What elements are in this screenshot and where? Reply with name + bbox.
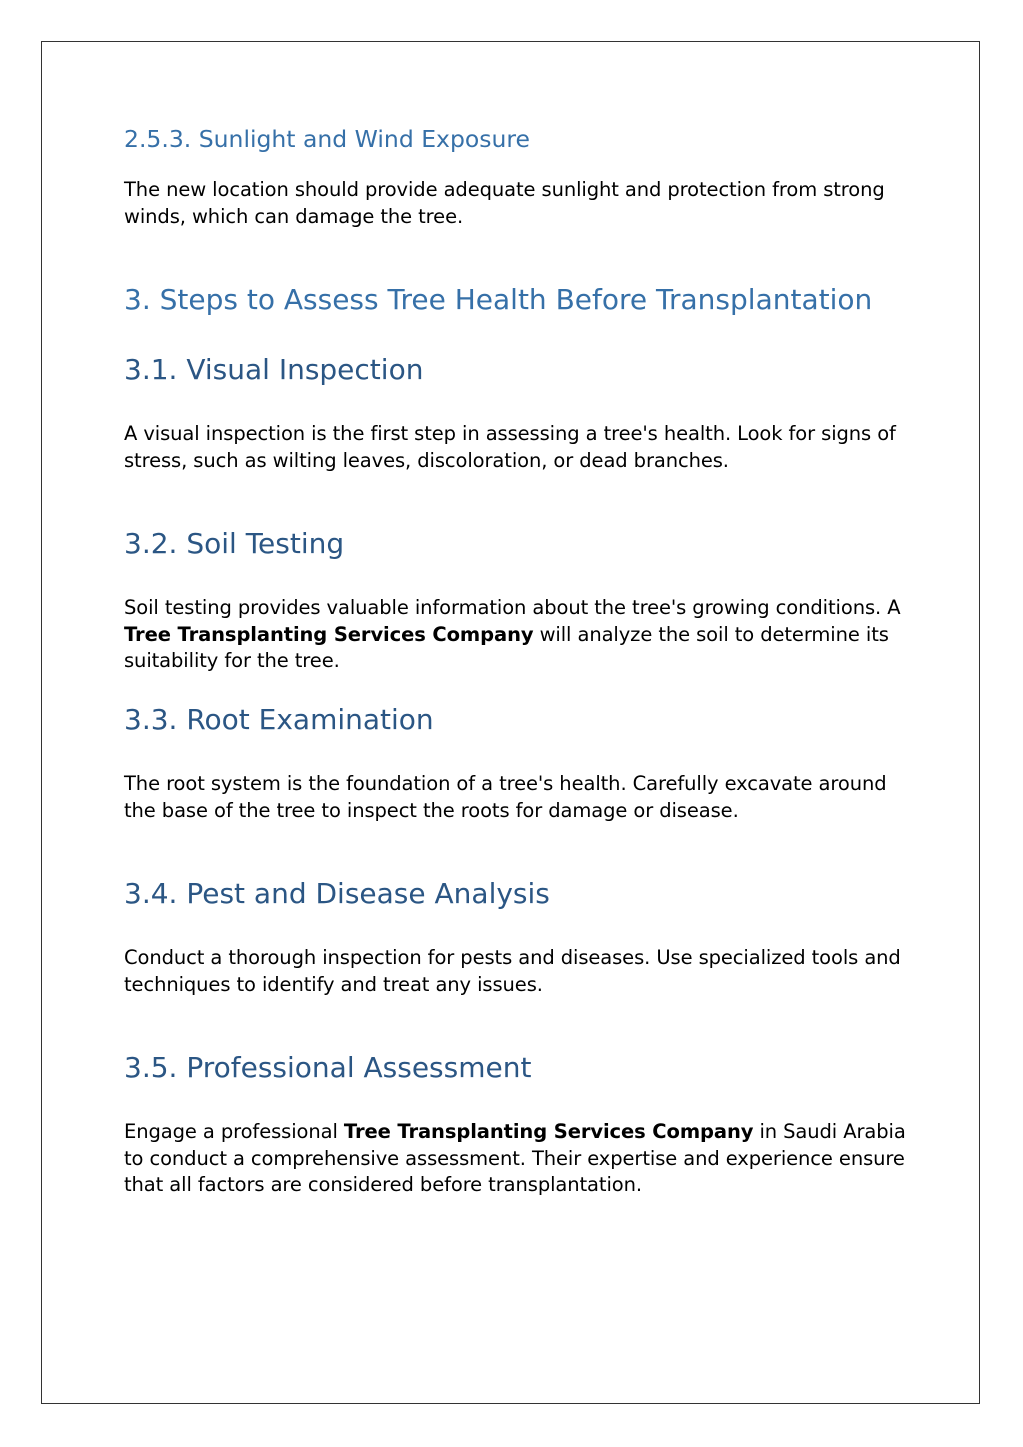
soil-text-before: Soil testing provides valuable information about the tree's growing conditions. A: [124, 596, 901, 619]
paragraph-sunlight-wind: The new location should provide adequate sunlight and protection from strong winds, which can damage the tree.: [124, 178, 885, 228]
soil-text-after: will analyze the soil to determine its suitability for the tree.: [124, 622, 889, 672]
heading-3-5-professional-assessment: 3.5. Professional Assessment: [124, 1051, 532, 1084]
assessment-text-before: Engage a professional: [124, 1120, 344, 1143]
paragraph-visual-inspection: A visual inspection is the first step in assessing a tree's health. Look for signs of stress, such as wilting leaves, discoloration, or dead branches.: [124, 422, 896, 472]
company-name-bold: Tree Transplanting Services Company: [124, 622, 534, 646]
assessment-text-after: in Saudi Arabia to conduct a comprehensive assessment. Their expertise and experience ensure that all factors are considered before transplantation.: [124, 1120, 906, 1196]
paragraph-pest-disease: Conduct a thorough inspection for pests and diseases. Use specialized tools and techniques to identify and treat any issues.: [124, 946, 901, 996]
company-name-bold: Tree Transplanting Services Company: [343, 1120, 754, 1143]
heading-3-2-soil-testing: 3.2. Soil Testing: [124, 527, 345, 560]
heading-3-steps: 3. Steps to Assess Tree Health Before Transplantation: [124, 283, 873, 316]
paragraph-soil-testing: [124, 595, 914, 675]
heading-2-5-3: 2.5.3. Sunlight and Wind Exposure: [124, 125, 530, 153]
heading-3-1-visual-inspection: 3.1. Visual Inspection: [124, 353, 424, 386]
paragraph-root-examination: The root system is the foundation of a tree's health. Carefully excavate around the base of the tree to inspect the roots for damage or disease.: [124, 772, 887, 822]
heading-3-3-root-examination: 3.3. Root Examination: [124, 703, 434, 736]
paragraph-professional-assessment: [124, 1119, 914, 1199]
heading-3-4-pest-disease: 3.4. Pest and Disease Analysis: [124, 877, 550, 910]
